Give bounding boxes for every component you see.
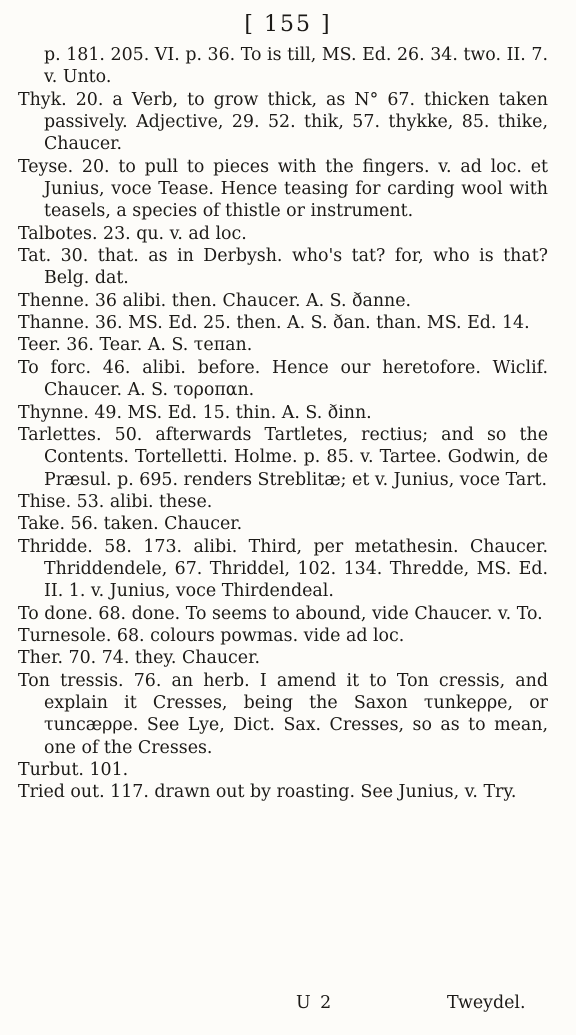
glossary-entry: Talbotes. 23. qu. v. ad loc.	[18, 223, 247, 244]
glossary-entry: Teyse. 20. to pull to pieces with the fingers. v. ad loc. et Junius, voce Tease. Hence teasing for carding wool with teasels, a species of thistle or instrument.	[18, 156, 548, 222]
glossary-entry: Turbut. 101.	[18, 760, 129, 780]
glossary-entry: Thyk. 20. a Verb, to grow thick, as N° 67. thicken taken passively. Adjective, 29. 52. thik, 57. thykke, 85. thike, Chaucer.	[18, 89, 548, 155]
glossary-entry: Turnesole. 68. colours powmas. vide ad loc.	[18, 625, 405, 646]
catchword: Tweydel.	[447, 993, 526, 1013]
glossary-entry: To done. 68. done. To seems to abound, vide Chaucer. v. To.	[18, 603, 543, 624]
signature-mark: U 2	[296, 993, 334, 1013]
glossary-entry: Thanne. 36. MS. Ed. 25. then. A. S. ðan. than. MS. Ed. 14.	[18, 313, 530, 334]
page-footer	[0, 993, 576, 1019]
page-number: [ 155 ]	[244, 12, 332, 37]
glossary-entry: Tried out. 117. drawn out by roasting. See Junius, v. Try.	[18, 782, 517, 803]
glossary-entry: Take. 56. taken. Chaucer.	[18, 514, 243, 535]
glossary-entry: Teer. 36. Tear. A. S. τeπan.	[18, 335, 253, 356]
glossary-entry: Ther. 70. 74. they. Chaucer.	[18, 648, 261, 669]
glossary-entry: Tarlettes. 50. afterwards Tartletes, rectius; and so the Contents. Tortelletti. Holme. p. 85. v. Tartee. Godwin, de Præsul. p. 695. renders Streblitæ; et v. Junius, voce Tart.	[18, 424, 548, 490]
glossary-entry: To forc. 46. alibi. before. Hence our heretofore. Wiclif. Chaucer. A. S. τοροπαn.	[18, 357, 548, 401]
glossary-entry: Thenne. 36 alibi. then. Chaucer. A. S. ðanne.	[18, 290, 412, 311]
glossary-entry: Tat. 30. that. as in Derbysh. who's tat? for, who is that? Belg. dat.	[18, 246, 548, 289]
glossary-entry: Ton tressis. 76. an herb. I amend it to Ton cressis, and explain it Cresses, being the Saxon τunkeρρe, or τuncæρρe. See Lye, Dict. Sax. Cresses, so as to mean, one of the Cresses.	[18, 670, 548, 758]
glossary-entry: Thise. 53. alibi. these.	[18, 491, 213, 512]
glossary-entry: p. 181. 205. VI. p. 36. To is till, MS. Ed. 26. 34. two. II. 7. v. Unto.	[44, 45, 548, 88]
glossary-entries	[18, 44, 548, 804]
glossary-entry: Thridde. 58. 173. alibi. Third, per metathesin. Chaucer. Thriddendele, 67. Thriddel, 102. 134. Thredde, MS. Ed. II. 1. v. Junius, voce Thirdendeal.	[18, 536, 548, 602]
glossary-entry: Thynne. 49. MS. Ed. 15. thin. A. S. ðinn.	[18, 402, 372, 423]
